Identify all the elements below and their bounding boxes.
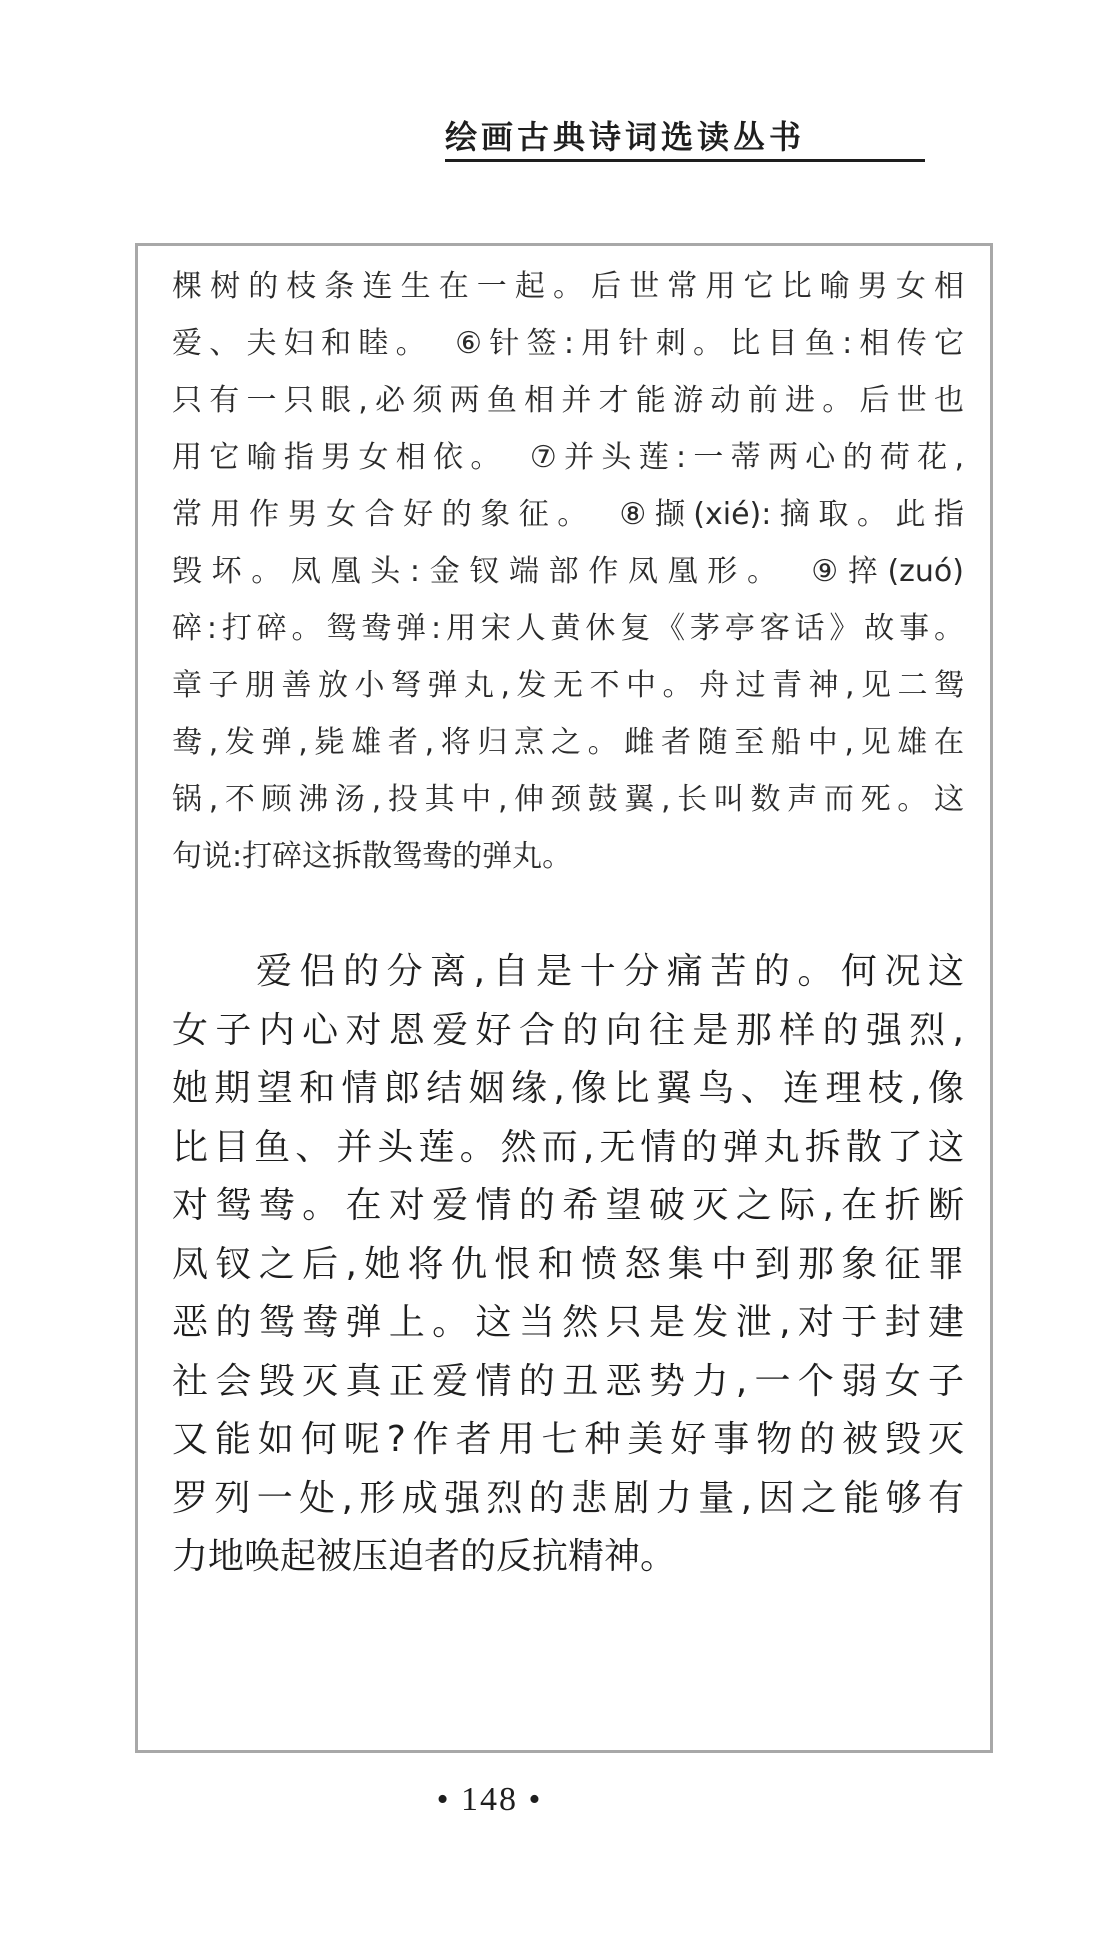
body-line: 比目鱼、并头莲。然而,无情的弹丸拆散了这: [172, 1126, 964, 1168]
body-line: 力地唤起被压迫者的反抗精神。: [172, 1536, 677, 1577]
note-line: 只有一只眼,必须两鱼相并才能游动前进。后世也: [172, 383, 964, 418]
page-number: • 148 •: [436, 1781, 543, 1818]
note-line: 用它喻指男女相依。 ⑦并头莲:一蒂两心的荷花,: [172, 440, 964, 475]
note-line: 爱、夫妇和睦。 ⑥针签:用针刺。比目鱼:相传它: [172, 326, 964, 361]
series-title: 绘画古典诗词选读丛书: [445, 117, 925, 162]
body-line: 罗列一处,形成强烈的悲剧力量,因之能够有: [172, 1477, 964, 1519]
body-line: 又能如何呢?作者用七种美好事物的被毁灭: [172, 1419, 964, 1460]
note-line: 锅,不顾沸汤,投其中,伸颈鼓翼,长叫数声而死。这: [172, 782, 964, 817]
body-line: 对鸳鸯。在对爱情的希望破灭之际,在折断: [172, 1185, 964, 1226]
note-line: 章子朋善放小弩弹丸,发无不中。舟过青神,见二鸳: [172, 668, 964, 703]
note-line: 句说:打碎这拆散鸳鸯的弹丸。: [172, 839, 573, 874]
note-line: 鸯,发弹,毙雄者,将归烹之。雌者随至船中,见雄在: [172, 725, 964, 760]
note-line: 棵树的枝条连生在一起。后世常用它比喻男女相: [172, 269, 964, 304]
body-line: 凤钗之后,她将仇恨和愤怒集中到那象征罪: [172, 1243, 964, 1285]
annotation-notes: [172, 258, 964, 885]
body-line: 恶的鸳鸯弹上。这当然只是发泄,对于封建: [172, 1302, 964, 1343]
body-line: 社会毁灭真正爱情的丑恶势力,一个弱女子: [172, 1360, 964, 1402]
note-line: 碎:打碎。鸳鸯弹:用宋人黄休复《茅亭客话》故事。: [172, 611, 964, 646]
note-line: 常用作男女合好的象征。 ⑧撷(xié):摘取。此指: [172, 497, 964, 532]
body-line: 她期望和情郎结姻缘,像比翼鸟、连理枝,像: [172, 1068, 964, 1109]
commentary-paragraph: [172, 943, 964, 1587]
body-line: 爱侣的分离,自是十分痛苦的。何况这: [256, 951, 964, 992]
body-line: 女子内心对恩爱好合的向往是那样的强烈,: [172, 1009, 964, 1051]
note-line: 毁坏。凤凰头:金钗端部作凤凰形。 ⑨捽(zuó): [172, 554, 964, 589]
